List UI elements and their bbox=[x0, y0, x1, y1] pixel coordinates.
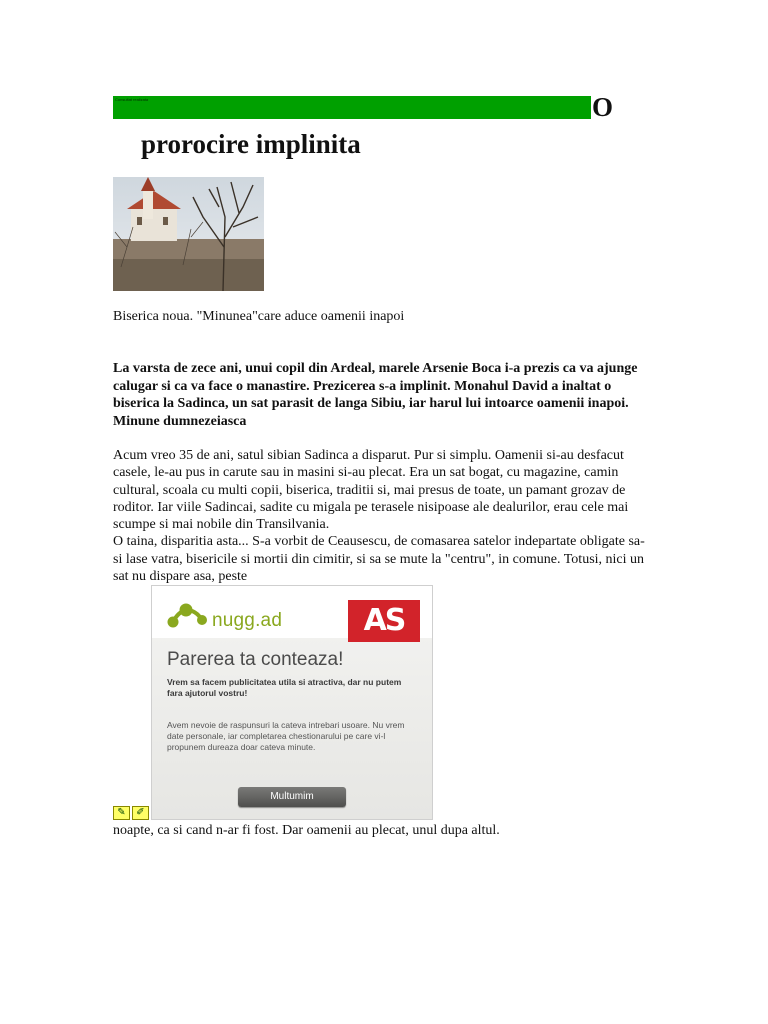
title-highlight-bar bbox=[113, 96, 591, 119]
partner-logo: AS bbox=[348, 600, 420, 642]
article-body bbox=[113, 447, 653, 585]
nugg-logo-icon bbox=[166, 600, 210, 630]
page-title-first-word: O bbox=[592, 92, 614, 122]
highlight-tiny-text: Consultat realizata bbox=[115, 97, 149, 102]
pencil-icon[interactable]: ✎ bbox=[113, 806, 130, 820]
church-photo-icon bbox=[113, 177, 264, 291]
ad-headline: Parerea ta conteaza! bbox=[167, 649, 344, 670]
paragraph: O taina, disparitia asta... S-a vorbit de Ceausescu, de comasarea satelor indepartate obligate sa-si lase vatra, bisericile si mortii din cimitir, si sa se mute la "centru", in comune. Totusi, nici un sat nu dispare asa, peste bbox=[113, 534, 645, 585]
thanks-button[interactable]: Multumim bbox=[238, 787, 346, 807]
church-photo bbox=[113, 177, 264, 291]
ad-info-text: Avem nevoie de raspunsuri la cateva intrebari usoare. Nu vrem date personale, iar completarea chestionarului pe care vi-l propunem dureaza doar cateva minute. bbox=[167, 720, 405, 752]
survey-advertisement[interactable] bbox=[151, 585, 433, 820]
page-title: prorocire implinita bbox=[141, 129, 361, 159]
article-lead: La varsta de zece ani, unui copil din Ardeal, marele Arsenie Boca i-a prezis ca va ajunge calugar si ca va face o manastire. Prezicerea s-a implinit. Monahul David a inaltat o biserica la Sadinca, un sat parasit de langa Sibiu, iar harul lui intoarce oamenii inapoi. Minune dumnezeiasca bbox=[113, 361, 638, 429]
ad-header bbox=[152, 586, 432, 638]
photo-caption: Biserica noua. "Minunea"care aduce oamenii inapoi bbox=[113, 309, 405, 324]
edit-icon[interactable]: ✐ bbox=[132, 806, 149, 820]
paragraph-continuation: noapte, ca si cand n-ar fi fost. Dar oamenii au plecat, unul dupa altul. bbox=[113, 823, 500, 838]
paragraph: Acum vreo 35 de ani, satul sibian Sadinca a disparut. Pur si simplu. Oamenii si-au desfacut casele, le-au pus in carute sau in masini si-au plecat. Era un sat bogat, cu magazine, camin cultural, scoala cu multi copii, biserica, traditii si, mai presus de toate, un pamant grozav de roditor. Iar viile Sadincai, sadite cu migala pe terasele nisipoase ale dealurilor, erau cele mai scumpe si mai nobile din Transilvania. bbox=[113, 448, 629, 533]
ad-bold-text: Vrem sa facem publicitatea utila si atractiva, dar nu putem fara ajutorul vostru! bbox=[167, 677, 402, 698]
edit-toolbar bbox=[113, 806, 151, 820]
ad-brand: nugg.ad bbox=[212, 610, 283, 631]
